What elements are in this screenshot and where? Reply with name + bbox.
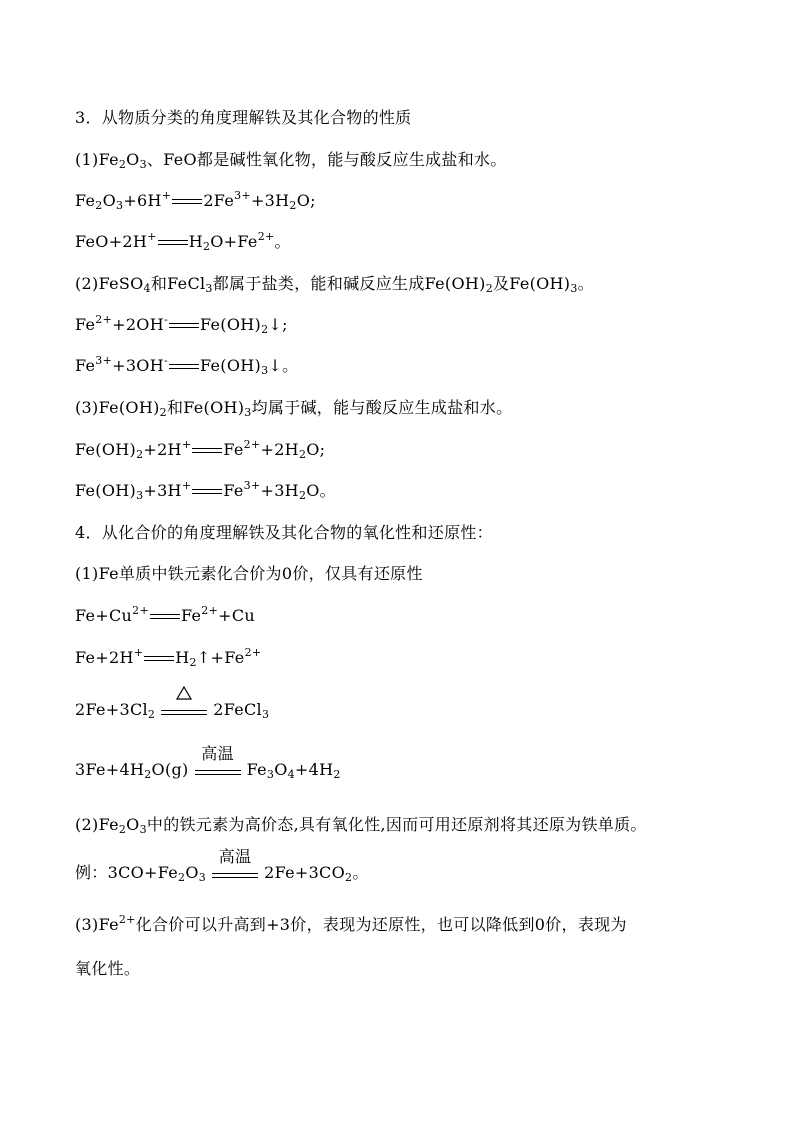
s3-equation-5: $Fe(OH)_2+2H^+$ $Fe^{2+}+2H_2O$; [75,438,326,461]
equals-sign [172,198,202,206]
s4-paragraph-2: $(2)Fe_2O_3$中的铁元素为高价态,具有氧化性,因而可用还原剂将其还原为铁单质。 [75,815,647,836]
equals-sign [169,322,199,330]
high-temperature-condition [195,743,241,779]
condition-label: 高温 [218,846,252,866]
s3-equation-6: $Fe(OH)_3+3H^+$ $Fe^{3+}+3H_2O$。 [75,479,336,502]
high-temperature-condition [212,846,258,882]
heat-triangle-icon [176,686,192,700]
equals-sign [150,613,180,621]
s4-equation-2: Fe+2H+ $H_2↑+Fe^{2+}$ [75,646,262,669]
heating-condition-arrow [161,703,207,719]
s4-paragraph-1: (1)Fe单质中铁元素化合价为0价，仅具有还原性 [75,564,423,583]
equals-sign [192,447,222,455]
s4-equation-3: $2Fe+3Cl_2$ 2FeCl$_3$ [75,699,269,721]
s4-equation-4: $3Fe+4H_2O(g)$ 高温 $Fe_3O_4+4H_2$ [75,743,341,781]
condition-label: 高温 [201,743,234,763]
s4-paragraph-3: $(3)Fe^{2+}$化合价可以升高到+3价，表现为还原性，也可以降低到0价，表现为 [75,913,627,934]
s4-example-equation: 例：$3CO+Fe_2O_3$ 高温 $2Fe+3CO_2$。 [75,846,369,884]
s3-paragraph-2: (2)FeSO$_4$和FeCl$_3$都属于盐类，能和碱反应生成$Fe(OH)_2$及$Fe(OH)_3$。 [75,274,594,295]
equals-sign [192,488,222,496]
s3-equation-4: $Fe^{3+}+3OH^-$ $Fe(OH)_3↓$。 [75,354,299,377]
section-3-heading: 3．从物质分类的角度理解铁及其化合物的性质 [75,108,412,127]
s3-equation-2: FeO+2H+ $H_2O+Fe^{2+}$。 [75,230,291,253]
equals-sign [158,239,188,247]
s3-equation-3: $Fe^{2+}+2OH^-$ $Fe(OH)_2↓$; [75,313,288,336]
s3-paragraph-1: $(1)Fe_2O_3$、FeO都是碱性氧化物，能与酸反应生成盐和水。 [75,150,507,171]
s3-equation-1: $Fe_2O_3+6H^+$ $2Fe^{3+}+3H_2O$; [75,189,316,212]
s4-equation-1: $Fe+Cu^{2+}$ $Fe^{2+}+Cu$ [75,604,255,625]
section-4-heading: 4．从化合价的角度理解铁及其化合物的氧化性和还原性： [75,523,493,542]
s3-paragraph-3: $(3)Fe(OH)_2$和$Fe(OH)_3$均属于碱，能与酸反应生成盐和水。 [75,398,513,419]
s4-paragraph-3-continued: 氧化性。 [75,959,141,978]
equals-sign [144,655,174,663]
equals-sign [169,363,199,371]
